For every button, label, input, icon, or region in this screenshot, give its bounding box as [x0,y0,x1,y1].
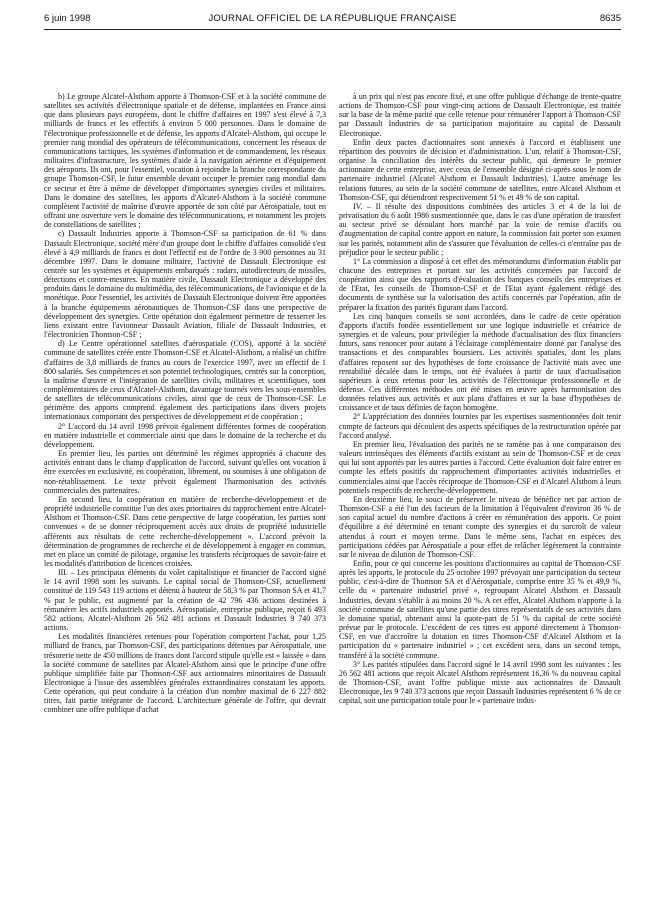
page-header [44,13,621,27]
paragraph: III. – Les principaux éléments du volet capitalistique et financier de l'accord signé le 14 avril 1998 sont les suivants. Le capital social de Thomson-CSF, actuellement constitué de 119 543 119 actions et détenu à hauteur de 58,3 % par Thomson SA et 41,7 % par le public, est augmenté par la création de 42 796 436 actions destinées à rémunérer les actifs industriels apportés. Aérospatiale, entreprise publique, reçoit 6 493 582 actions, Alcatel-Alsthom 26 562 481 actions et Dassault Industries 9 740 373 actions. [44,568,326,633]
left-column [44,92,326,892]
paragraph: 3° Les parités stipulées dans l'accord signé le 14 avril 1998 sont les suivantes : les 26 562 481 actions que reçoit Alcatel Alsthom représentent 16,36 % du nouveau capital de Thomson-CSF, avant l'offre publique mixte aux actionnaires de Dassault Electronique, les 9 740 373 actions que reçoit Dassault Industries représentent 6 % de ce capital, soit une participation totale pour le « partenaire indus- [339,659,621,706]
paragraph: Enfin deux pactes d'actionnaires sont annexés à l'accord et établissent une répartition des pouvoirs de décision et d'administration. L'un, relatif à Thomson-CSF, organise la conciliation des intérêts du secteur public, qui demeure le premier actionnaire de cette entreprise, avec ceux de l'ensemble désigné ci-après sous le nom de partenaire industriel (Alcatel Alsthom et Dassault Industries). L'autre aménage les relations futures, au sein de la société commune de satellites, entre Alcatel Alsthom et Thomson-CSF, qui détiendront respectivement 51 % et 49 % de son capital. [339,137,621,202]
paragraph: 1° La commission a disposé à cet effet des mémorandums d'information établis par chacune des entreprises et portant sur les activités concernées par l'accord de coopération ainsi que des rapports d'évaluation des banques conseils des entreprises et de l'Etat, les conseils de Thomson-CSF et de l'Etat ayant également rédigé des documents de synthèse sur la valorisation des actifs concernés par l'opération, afin de préparer la fixation des parités figurant dans l'accord. [339,256,621,312]
paragraph: 2° L'accord du 14 avril 1998 prévoit également différentes formes de coopération en matière industrielle et commerciale ainsi que dans le domaine de la recherche et du développement. [44,421,326,449]
right-column [339,92,621,892]
header-date: 6 juin 1998 [44,13,91,24]
header-rule [44,29,621,30]
header-journal-title: JOURNAL OFFICIEL DE LA RÉPUBLIQUE FRANÇAISE [208,13,457,24]
paragraph: En premier lieu, l'évaluation des parités ne se ramène pas à une comparaison des valeurs intrinsèques des éléments d'actifs existant au sein de Thomson-CSF et de ceux qui lui sont apportés par les autres parties à l'accord. Cette évaluation doit faire entrer en compte les effets positifs du rapprochement d'importantes activités industrielles et commerciales ainsi que l'accès réciproque de Thomson-CSF et d'Alcatel Alsthom à leurs potentiels respectifs de recherche-développement. [339,439,621,495]
paragraph: En second lieu, la coopération en matière de recherche-développement et de propriété industrielle constitue l'un des axes prioritaires du rapprochement entre Alcatel-Alsthom et Thomson-CSF. Dans cette perspective de large coopération, les parties sont convenues « de se donner réciproquement accès aux droits de propriété industrielle afférents aux résultats de cette recherche-développement ». L'accord prévoit la détermination de programmes de recherche et de développement à engager en commun, met en place un comité de pilotage, organise les transferts réciproques de savoir-faire et les modalités d'attribution de licences croisées. [44,494,326,568]
paragraph: IV. – Il résulte des dispositions combinées des articles 3 et 4 de la loi de privatisation du 6 août 1986 susmentionnée que, dans le cas d'une opération de transfert au secteur privé se déroulant hors marché par la voie de remise d'actifs ou d'augmentation de capital contre apport en nature, la commission fait porter son examen sur les parités, notamment afin de s'assurer que l'évaluation de celles-ci n'entraîne pas de préjudice pour le secteur public ; [339,201,621,257]
paragraph: Les cinq banques conseils se sont accordées, dans le cadre de cette opération d'apports d'actifs fondée essentiellement sur une logique industrielle et créatrice de synergies et de valeurs, pour privilégier la méthode d'actualisation des flux financiers futurs, sans renoncer pour autant à l'éclairage complémentaire donné par l'analyse des transactions et des comparables boursiers. Les activités spatiales, dont les plans d'affaires reposent sur des hypothèses de forte croissance de l'activité mais avec une rentabilité décalée dans le temps, ont été évaluées à partir de taux d'actualisation supérieurs à ceux retenus pour les activités de l'électronique professionnelle et de défense. Ces différentes méthodes ont été mises en œuvre après harmonisation des données relatives aux activités et aux plans d'affaires et sur la base d'hypothèses de croissance et de taux définies de façon homogène. [339,311,621,413]
paragraph: b) Le groupe Alcatel-Alsthom apporte à Thomson-CSF et à la société commune de satellites ses activités d'électronique spatiale et de défense, implantées en France ainsi que dans plusieurs pays européens, dont le chiffre d'affaires en 1997 s'est élevé à 7,3 milliards de francs et les effectifs à environ 5 000 personnes. Dans le domaine de l'électronique professionnelle et de défense, les apports d'Alcatel-Alsthom, qui occupe le premier rang mondial des opérateurs de télécommunications, concernent les réseaux de communications tactiques, les systèmes d'information et de commandement, les réseaux militaires d'infrastructure, les systèmes d'aide à la navigation aérienne et d'équipement des aéroports. Ils ont, pour l'essentiel, vocation à rejoindre la branche correspondante du groupe Thomson-CSF, le futur ensemble devant occuper le premier rang mondial dans ce secteur et être à même de développer d'importantes synergies civiles et militaires. Dans le domaine des satellites, les apports d'Alcatel-Alsthom à la société commune complètent l'activité de maîtrise d'œuvre apportée de son côté par Aérospatiale, tout en offrant une ouverture vers le domaine des télécommunications, et notamment les projets de constellations de satellites ; [44,92,326,230]
paragraph: à un prix qui n'est pas encore fixé, et une offre publique d'échange de trente-quatre actions de Thomson-CSF pour vingt-cinq actions de Dassault Electronique, est traitée sur la base de la même parité que celle retenue pour rémunérer l'apport à Thomson-CSF par Dassault Industries de sa participation majoritaire au capital de Dassault Electronique. [339,92,621,138]
paragraph: c) Dassault Industries apporte à Thomson-CSF sa participation de 61 % dans Dassault Electronique, société mère d'un groupe dont le chiffre d'affaires consolidé s'est élevé à 4,9 milliards de francs et dont l'effectif est de l'ordre de 3 900 personnes au 31 décembre 1997. Dans le domaine militaire, l'activité de Dassault Electronique est centrée sur les systèmes et équipements embarqués : radars, autodirecteurs de missiles, détections et contre-mesures. En matière civile, Dassault Electronique a développé des produits dans le domaine du multimédia, des télécommunications, de l'avionique et de la monétique. Pour l'essentiel, les activités de Dassault Electronique doivent être apportées à la branche équipements aéronautiques de Thomson-CSF dans une perspective de développement des synergies. Cette opération doit également permettre de resserrer les liens existant entre l'avionneur Dassault Aviation, filiale de Dassault Industries, et l'électronicien Thomson-CSF ; [44,229,326,340]
header-page-number: 8635 [599,13,621,24]
paragraph: 2° L'appréciation des données fournies par les expertises susmentionnées doit tenir compte de facteurs qui découlent des aspects spécifiques de la restructuration opérée par l'accord analysé. [339,412,621,440]
paragraph: d) Le Centre opérationnel satellites d'aérospatiale (COS), apporté à la société commune de satellites créée entre Thomson-CSF et Alcatel-Alsthom, a réalisé un chiffre d'affaires de 3,8 milliards de francs au cours de l'exercice 1997, avec un effectif de 1 800 salariés. Ses compétences et son potentiel technologiques, centrés sur la conception, la maîtrise d'œuvre et l'intégration de satellites civils, militaires et scientifiques, sont complémentaires de ceux d'Alcatel-Alsthom, davantage tournés vers les sous-ensembles de satellites de télécommunications civiles, ainsi que de ceux de Thomson-CSF. Le périmètre des apports comprend également des participations dans divers projets internationaux comportant des perspectives de développement et de coopération ; [44,339,326,422]
paragraph: Les modalités financières retenues pour l'opération comportent l'achat, pour 1,25 milliard de francs, par Thomson-CSF, des participations détenues par Aérospatiale, une trésorerie nette de 450 millions de francs dont l'accord stipule qu'elle est « laissée » dans la société commune de satellites par Alcatel-Alsthom ainsi que le principe d'une offre publique simplifiée faite par Thomson-CSF aux actionnaires minoritaires de Dassault Electronique à l'issue des assemblées générales extraordinaires constatant les apports. Cette opération, qui peut conduire à la création d'un nombre maximal de 6 227 882 titres, fait partie intégrante de l'accord. L'architecture générale de l'offre, qui devrait combiner une offre publique d'achat [44,632,326,715]
paragraph: En premier lieu, les parties ont déterminé les régimes appropriés à chacune des activités entrant dans le champ d'application de l'accord, suivant qu'elles ont vocation à être exercées en exclusivité, en coopération, librement, ou soumises à une obligation de non-rétablissement. Le texte prévoit également l'harmonisation des activités commerciales des partenaires. [44,449,326,495]
paragraph: En deuxième lieu, le souci de préserver le niveau de bénéfice net par action de Thomson-CSF a été l'un des facteurs de la limitation à l'équivalent d'environ 36 % de son capital actuel du nombre d'actions à créer en rémunération des apports. Ce point d'équilibre a été déterminé en tenant compte des synergies et du surcroît de valeur attendus à court et moyen terme. Dans le même sens, l'achat en espèces des participations cédées par Aérospatiale a pour effet de relâcher légèrement la contrainte sur le niveau de dilution de Thomson-CSF. [339,494,621,559]
paragraph: Enfin, pour ce qui concerne les positions d'actionnaires au capital de Thomson-CSF après les apports, le protocole du 25 octobre 1997 prévoyait une participation du secteur public, c'est-à-dire de Thomson SA et d'Aérospatiale, comprise entre 35 % et 49,9 %, celle du « partenaire industriel privé », regroupant Alcatel Alsthom et Dassault Industries, devant s'établir à au moins 20 %. A cet effet, Alcatel Alsthom n'apporte à la société commune de satellites qu'une partie des titres représentatifs de ses activités dans le domaine spatial, obtenant ainsi la quote-part de 51 % du capital de cette société prévue par le protocole. L'excédent de ces titres est apporté directement à Thomson-CSF, en vue d'accroître la dotation en titres Thomson-CSF d'Alcatel Alsthom et la participation du « partenaire industriel » ; cet excédent sera, dans un second temps, transféré à la société commune. [339,558,621,660]
